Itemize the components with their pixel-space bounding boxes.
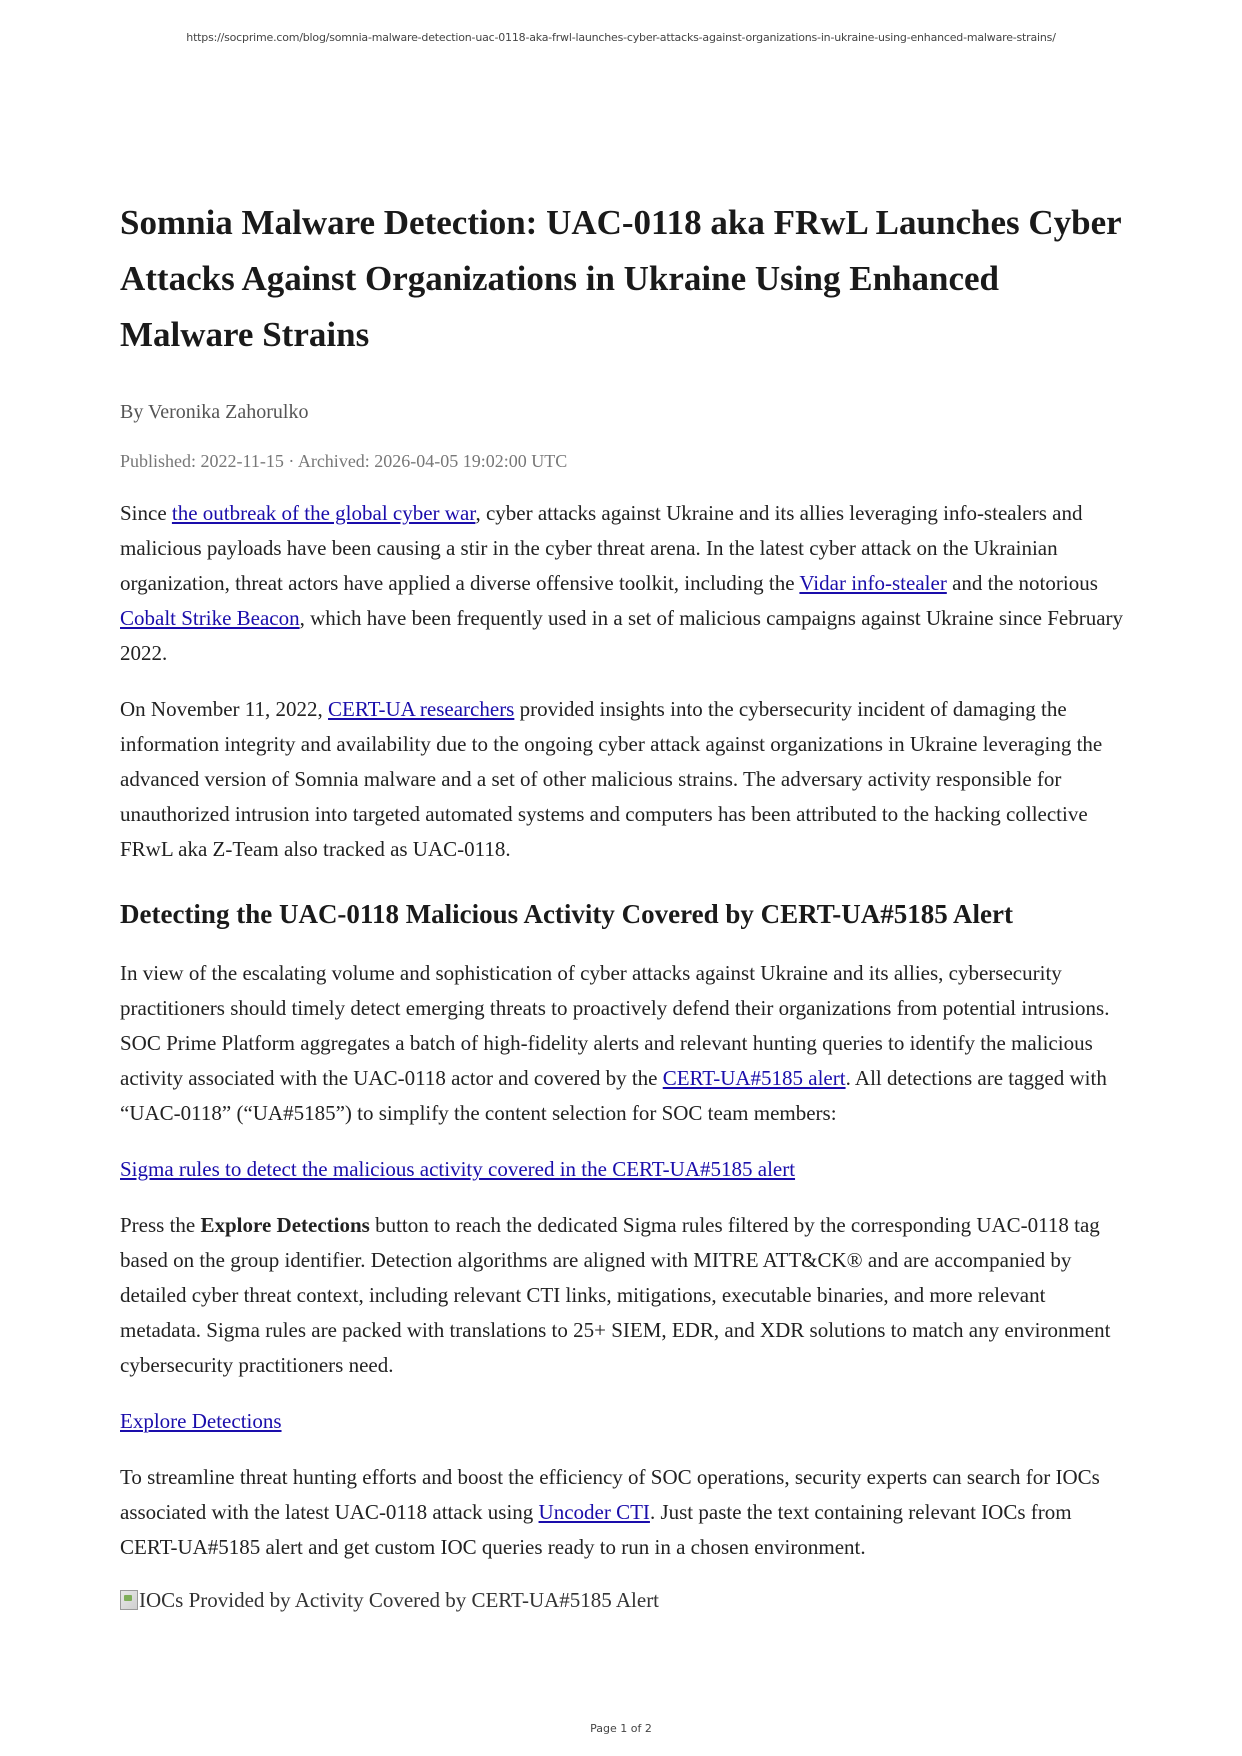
broken-image-iocs <box>120 1586 1130 1614</box>
paragraph-cert-ua <box>120 692 1130 867</box>
link-cert-ua-researchers[interactable]: CERT-UA researchers <box>328 697 515 721</box>
paragraph-uncoder <box>120 1460 1130 1565</box>
page-url-header: https://socprime.com/blog/somnia-malware-detection-uac-0118-aka-frwl-launches-cyber-attacks-against-organizations-in-ukraine-using-enhanced-malware-strains/ <box>186 31 1056 44</box>
article-title: Somnia Malware Detection: UAC-0118 aka FRwL Launches Cyber Attacks Against Organizations in Ukraine Using Enhanced Malware Strains <box>120 203 1122 354</box>
link-vidar[interactable]: Vidar info-stealer <box>799 571 947 595</box>
article-byline: By Veronika Zahorulko <box>120 401 309 423</box>
text: . Just paste the text containing relevant IOCs from CERT-UA#5185 alert and get custom IOC queries ready to run in a chosen environment. <box>120 1500 1072 1559</box>
bold-explore-detections: Explore Detections <box>200 1213 370 1237</box>
text: To streamline threat hunting efforts and boost the efficiency of SOC operations, security experts can search for IOCs associated with the latest UAC-0118 attack using <box>120 1465 1100 1524</box>
link-cert-ua-alert[interactable]: CERT-UA#5185 alert <box>662 1066 846 1090</box>
link-explore-detections[interactable]: Explore Detections <box>120 1409 282 1433</box>
link-uncoder-cti[interactable]: Uncoder CTI <box>538 1500 650 1524</box>
link-sigma-rules[interactable]: Sigma rules to detect the malicious activity covered in the CERT-UA#5185 alert <box>120 1157 796 1181</box>
text: In view of the escalating volume and sophistication of cyber attacks against Ukraine and its allies, cybersecurity practitioners should timely detect emerging threats to proactively defend their organizations from potential intrusions. SOC Prime Platform aggregates a batch of high-fidelity alerts and relevant hunting queries to identify the malicious activity associated with the UAC-0118 actor and covered by the <box>120 961 1110 1090</box>
link-cyber-war[interactable]: the outbreak of the global cyber war <box>171 501 476 525</box>
paragraph-explore-link <box>120 1404 1130 1439</box>
paragraph-intro <box>120 496 1130 671</box>
page-number: Page 1 of 2 <box>590 1722 652 1735</box>
text: button to reach the dedicated Sigma rules filtered by the corresponding UAC-0118 tag based on the group identifier. Detection algorithms are aligned with MITRE ATT&CK® and are accompanied by detailed cyber threat context, including relevant CTI links, mitigations, executable binaries, and more relevant metadata. Sigma rules are packed with translations to 25+ SIEM, EDR, and XDR solutions to match any environment cybersecurity practitioners need. <box>120 1213 1111 1377</box>
text: On November 11, 2022, <box>120 697 329 721</box>
broken-image-icon <box>120 1590 138 1610</box>
text: , which have been frequently used in a set of malicious campaigns against Ukraine since February 2022. <box>120 606 1124 665</box>
text: and the notorious <box>946 571 1098 595</box>
text: . All detections are tagged with “UAC-0118” (“UA#5185”) to simplify the content selection for SOC team members: <box>120 1066 1107 1125</box>
paragraph-detection <box>120 956 1130 1131</box>
section-heading-detecting: Detecting the UAC-0118 Malicious Activity Covered by CERT-UA#5185 Alert <box>120 899 1013 929</box>
link-cobalt-strike[interactable]: Cobalt Strike Beacon <box>120 606 300 630</box>
paragraph-sigma-link <box>120 1152 1130 1187</box>
image-alt-text: IOCs Provided by Activity Covered by CERT-UA#5185 Alert <box>139 1588 660 1612</box>
text: provided insights into the cybersecurity incident of damaging the information integrity and availability due to the ongoing cyber attack against organizations in Ukraine leveraging the advanced version of Somnia malware and a set of other malicious strains. The adversary activity responsible for unauthorized intrusion into targeted automated systems and computers has been attributed to the hacking collective FRwL aka Z-Team also tracked as UAC-0118. <box>120 697 1103 861</box>
paragraph-explore <box>120 1208 1130 1383</box>
text: , cyber attacks against Ukraine and its allies leveraging info-stealers and malicious payloads have been causing a stir in the cyber threat arena. In the latest cyber attack on the Ukrainian organization, threat actors have applied a diverse offensive toolkit, including the <box>120 501 1083 595</box>
article <box>120 203 1130 1614</box>
text: Since <box>120 501 172 525</box>
article-dates: Published: 2022-11-15 · Archived: 2026-04-05 19:02:00 UTC <box>120 451 568 471</box>
text: Press the <box>120 1213 201 1237</box>
